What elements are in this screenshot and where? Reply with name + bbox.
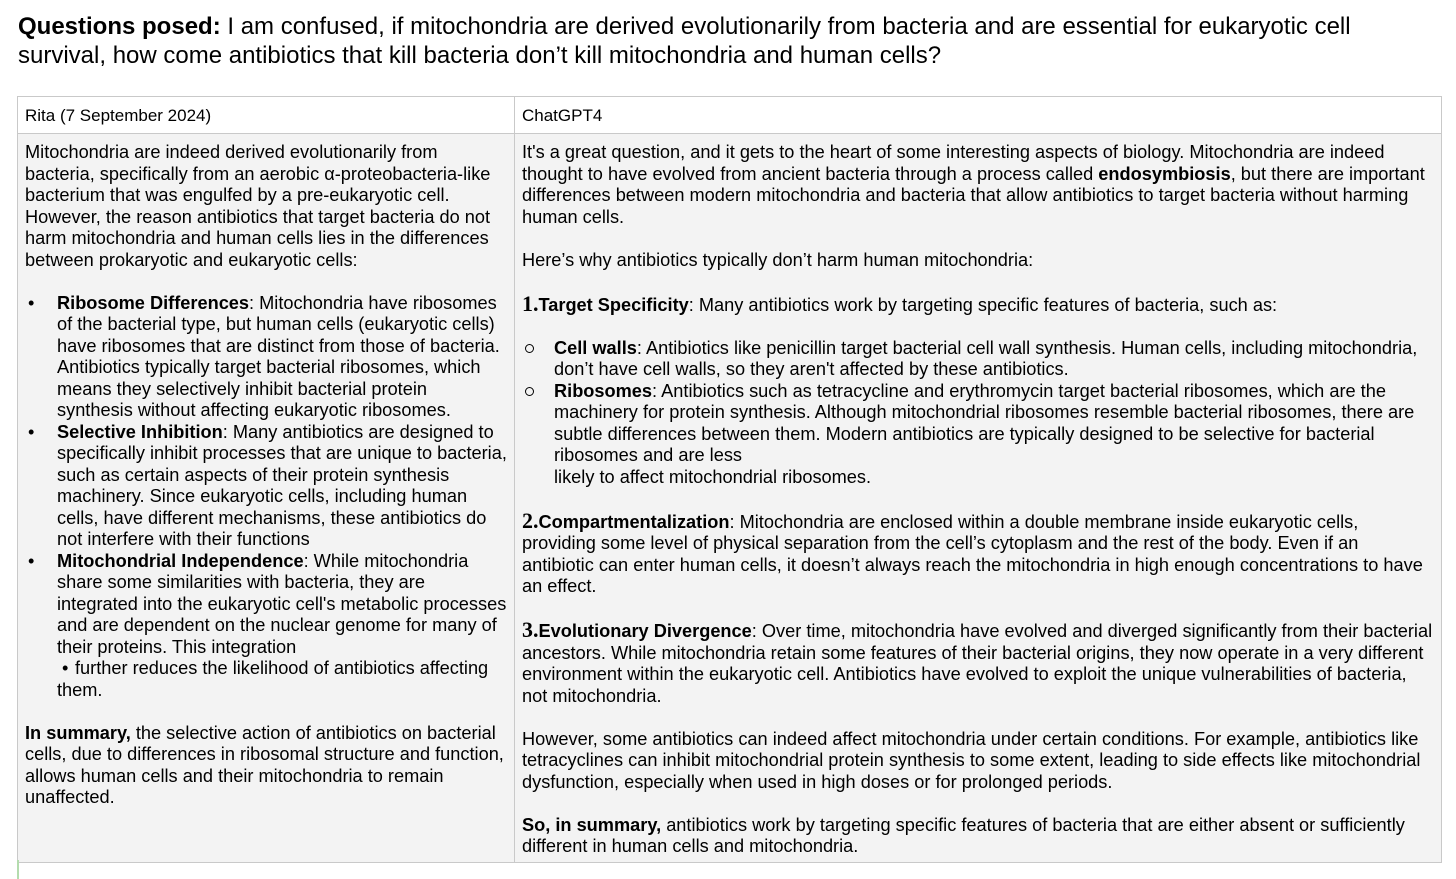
summary-text: the selective action of antibiotics on bacterial cells, due to differences in ribosomal structure and function, allows human cells and their mitochondria to remain unaffected.	[25, 722, 504, 807]
point-number: 1.	[522, 290, 539, 316]
intro-text: It's a great question, and it gets to the heart of some interesting aspects of biology. Mitochondria are indeed thought to have evolved from ancient bacteria through a process called	[522, 142, 1385, 184]
summary-label: In summary,	[25, 722, 131, 743]
gpt-point-2	[522, 507, 1434, 598]
gpt-intro	[522, 142, 1434, 228]
point-number: 3.	[522, 617, 539, 642]
rita-intro: Mitochondria are indeed derived evolutionarily from bacteria, specifically from an aerobic α-proteobacteria-like bacterium that was engulfed by a pre-eukaryotic cell. However, the reason antibiotics that target bacteria do not harm mitochondria and human cells lies in the differences between prokaryotic and eukaryotic cells:	[25, 142, 491, 270]
bullet-icon: •	[28, 421, 35, 442]
bullet-icon: •	[28, 550, 35, 571]
bullet-title: Selective Inhibition	[57, 421, 223, 442]
chatgpt-answer-cell	[515, 134, 1442, 863]
bullet-continuation: further reduces the likelihood of antibiotics affecting them.	[57, 658, 489, 700]
point-text: : Mitochondria are enclosed within a double membrane inside eukaryotic cells, providing some level of physical separation from the cell’s cytoplasm and the rest of the body. Even if an antibiotic can enter human cells, it doesn’t always reach the mitochondria in high enough concentrations to have an effect.	[522, 511, 1423, 596]
table-body-row	[18, 134, 1442, 863]
gpt-point-3	[522, 619, 1434, 707]
point-title: Evolutionary Divergence	[538, 621, 752, 641]
intro-bold: endosymbiosis	[1098, 163, 1231, 184]
subpoint-text: : Antibiotics like penicillin target bacterial cell wall synthesis. Human cells, including mitochondria, don’t have cell walls, so they aren't affected by these antibiotics.	[554, 337, 1418, 379]
subpoint-text: : Antibiotics such as tetracycline and erythromycin target bacterial ribosomes, which are the machinery for protein synthesis. Although mitochondrial ribosomes resemble bacterial ribosomes, there are subtle differences between them. Modern antibiotics are typically designed to be selective for bacterial ribosomes and are less	[554, 380, 1415, 465]
point-text: : Many antibiotics work by targeting specific features of bacteria, such as:	[688, 294, 1278, 315]
list-item	[522, 338, 1434, 381]
circle-bullet-icon	[525, 344, 534, 353]
gpt-subpoint-list	[522, 338, 1434, 489]
sub-bullet-icon: •	[57, 658, 69, 678]
subpoint-title: Ribosomes	[554, 380, 653, 401]
point-text: : Over time, mitochondria have evolved and diverged significantly from their bacterial ancestors. While mitochondria retain some features of their bacterial origins, they now operate in a very different environment within the eukaryotic cell. Antibiotics have evolved to exploit the unique vulnerabilities of bacteria, not mitochondria.	[522, 621, 1433, 706]
comparison-table	[17, 96, 1442, 863]
question-label: Questions posed:	[18, 13, 221, 40]
gpt-however: However, some antibiotics can indeed affect mitochondria under certain conditions. For example, antibiotics like tetracyclines can inhibit mitochondrial protein synthesis to some extent, leading to side effects like mitochondrial dysfunction, especially when used in high doses or for prolonged periods.	[522, 728, 1421, 792]
rita-answer-cell	[18, 134, 515, 863]
circle-bullet-icon	[525, 387, 534, 396]
bullet-title: Ribosome Differences	[57, 292, 250, 313]
table-header-row	[18, 97, 1442, 134]
list-item	[522, 381, 1434, 489]
point-title: Target Specificity	[538, 294, 689, 315]
header-chatgpt: ChatGPT4	[515, 97, 1442, 134]
summary-label: So, in summary,	[522, 814, 662, 835]
question-text: I am confused, if mitochondria are derived evolutionarily from bacteria and are essential for eukaryotic cell survival, how come antibiotics that kill bacteria don’t kill mitochondria and human cells?	[18, 13, 1351, 69]
bullet-text: : Mitochondria have ribosomes of the bacterial type, but human cells (eukaryotic cells) have ribosomes that are distinct from those of bacteria. Antibiotics typically target bacterial ribosomes, which means they selectively inhibit bacterial protein synthesis without affecting eukaryotic ribosomes.	[57, 292, 500, 420]
bullet-text: : While mitochondria share some similarities with bacteria, they are integrated into the eukaryotic cell's metabolic processes and are dependent on the nuclear genome for many of their proteins. This integration	[57, 550, 507, 657]
list-item	[25, 551, 507, 702]
gpt-summary	[522, 815, 1434, 858]
bullet-title: Mitochondrial Independence	[57, 550, 304, 571]
bullet-icon: •	[28, 292, 35, 313]
subpoint-continuation: likely to affect mitochondrial ribosomes.	[554, 466, 872, 487]
rita-summary	[25, 723, 507, 809]
intro-text-end: , but there are important differences between modern mitochondria and bacteria that allow antibiotics to target bacteria without harming human cells.	[522, 163, 1425, 227]
point-title: Compartmentalization	[538, 511, 730, 532]
gpt-point-1	[522, 290, 1434, 317]
subpoint-title: Cell walls	[554, 337, 637, 358]
bullet-text: : Many antibiotics are designed to specifically inhibit processes that are unique to bacteria, such as certain aspects of their protein synthesis machinery. Since eukaryotic cells, including human cells, have different mechanisms, these antibiotics do not interfere with their functions	[57, 421, 507, 549]
cursor-marker	[17, 860, 19, 879]
list-item	[25, 422, 507, 551]
point-number: 2.	[522, 507, 539, 533]
header-rita: Rita (7 September 2024)	[18, 97, 515, 134]
rita-bullet-list	[25, 293, 507, 702]
list-item	[25, 293, 507, 422]
question-heading	[18, 12, 1438, 70]
gpt-why: Here’s why antibiotics typically don’t harm human mitochondria:	[522, 249, 1034, 270]
summary-text: antibiotics work by targeting specific features of bacteria that are either absent or sufficiently different in human cells and mitochondria.	[522, 814, 1405, 856]
